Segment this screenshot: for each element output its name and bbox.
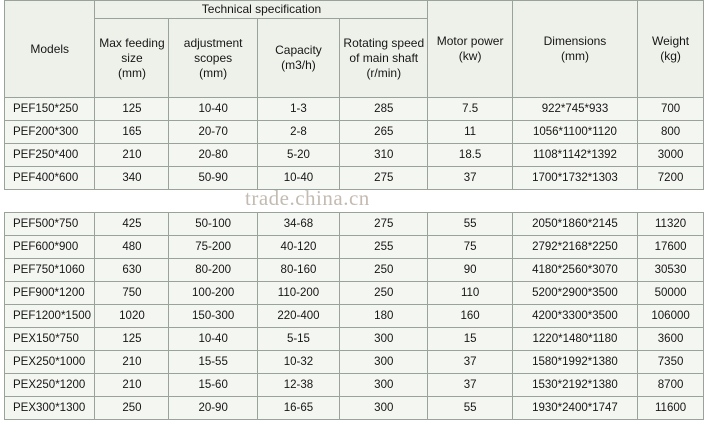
column-header-dimensions: [512, 1, 637, 98]
cell-power: 55: [428, 397, 512, 420]
cell-model: PEX250*1000: [5, 351, 95, 374]
cell-model: PEX150*750: [5, 328, 95, 351]
cell-power: 110: [428, 282, 512, 305]
column-header-adjustment-scopes: [169, 19, 257, 98]
cell-power: 160: [428, 305, 512, 328]
cell-adjustment: 15-55: [169, 351, 257, 374]
cell-model: PEF400*600: [5, 167, 95, 190]
specification-table-top: [4, 0, 704, 190]
weight-unit: (kg): [660, 49, 681, 63]
cell-capacity: 5-15: [257, 328, 339, 351]
cell-model: PEF250*400: [5, 144, 95, 167]
column-header-motor-power: [428, 1, 512, 98]
specification-table-bottom: [4, 212, 704, 420]
cell-speed: 300: [340, 351, 428, 374]
cell-weight: 7350: [638, 351, 704, 374]
cell-adjustment: 20-70: [169, 121, 257, 144]
rotating-speed-unit: (r/min): [366, 65, 402, 80]
cell-capacity: 80-160: [257, 259, 339, 282]
table-row: [5, 167, 704, 190]
cell-feeding: 1020: [95, 305, 169, 328]
page-break-gap: [0, 194, 708, 212]
cell-speed: 180: [340, 305, 428, 328]
cell-capacity: 1-3: [257, 98, 339, 121]
adjustment-scopes-label: adjustment scopes: [183, 35, 243, 65]
cell-dimensions: 1930*2400*1747: [512, 397, 637, 420]
cell-model: PEF500*750: [5, 213, 95, 236]
cell-power: 7.5: [428, 98, 512, 121]
cell-weight: 11600: [638, 397, 704, 420]
cell-capacity: 12-38: [257, 374, 339, 397]
cell-feeding: 125: [95, 328, 169, 351]
table-row: [5, 351, 704, 374]
cell-speed: 300: [340, 397, 428, 420]
cell-adjustment: 10-40: [169, 328, 257, 351]
cell-model: PEF1200*1500: [5, 305, 95, 328]
cell-speed: 250: [340, 259, 428, 282]
cell-weight: 700: [638, 98, 704, 121]
cell-feeding: 210: [95, 351, 169, 374]
cell-feeding: 165: [95, 121, 169, 144]
cell-dimensions: 1580*1992*1380: [512, 351, 637, 374]
column-group-technical-specification: Technical specification: [95, 1, 428, 19]
cell-feeding: 210: [95, 144, 169, 167]
column-header-capacity: [257, 19, 339, 98]
table-row: [5, 98, 704, 121]
motor-power-label: Motor power: [436, 34, 504, 48]
dimensions-unit: (mm): [560, 49, 589, 63]
column-header-max-feeding-size: [95, 19, 169, 98]
cell-model: PEF200*300: [5, 121, 95, 144]
cell-adjustment: 15-60: [169, 374, 257, 397]
cell-speed: 300: [340, 374, 428, 397]
cell-adjustment: 80-200: [169, 259, 257, 282]
cell-power: 90: [428, 259, 512, 282]
cell-capacity: 16-65: [257, 397, 339, 420]
cell-dimensions: 1220*1480*1180: [512, 328, 637, 351]
cell-dimensions: 2050*1860*2145: [512, 213, 637, 236]
weight-label: Weight: [652, 34, 690, 48]
table-row: [5, 236, 704, 259]
rotating-speed-label: Rotating speed of main shaft: [343, 35, 425, 65]
cell-model: PEX300*1300: [5, 397, 95, 420]
column-header-weight: [638, 1, 704, 98]
cell-feeding: 210: [95, 374, 169, 397]
cell-adjustment: 50-90: [169, 167, 257, 190]
adjustment-scopes-unit: (mm): [199, 65, 228, 80]
cell-capacity: 110-200: [257, 282, 339, 305]
cell-weight: 106000: [638, 305, 704, 328]
cell-feeding: 480: [95, 236, 169, 259]
table-row: [5, 144, 704, 167]
spec-table-top-clip: [0, 0, 708, 196]
cell-weight: 11320: [638, 213, 704, 236]
cell-adjustment: 20-90: [169, 397, 257, 420]
cell-weight: 50000: [638, 282, 704, 305]
cell-capacity: 34-68: [257, 213, 339, 236]
cell-weight: 800: [638, 121, 704, 144]
table-row: [5, 121, 704, 144]
cell-power: 37: [428, 351, 512, 374]
table-row: [5, 328, 704, 351]
cell-model: PEX250*1200: [5, 374, 95, 397]
motor-power-unit: (kw): [458, 49, 482, 63]
capacity-label: Capacity: [275, 43, 322, 57]
cell-capacity: 10-40: [257, 167, 339, 190]
cell-power: 11: [428, 121, 512, 144]
max-feeding-size-label: Max feeding size: [99, 35, 165, 65]
table-row: [5, 305, 704, 328]
cell-power: 37: [428, 374, 512, 397]
watermark-text: trade.china.cn: [245, 186, 370, 210]
cell-adjustment: 10-40: [169, 98, 257, 121]
cell-weight: 30530: [638, 259, 704, 282]
cell-power: 55: [428, 213, 512, 236]
cell-weight: 7200: [638, 167, 704, 190]
cell-model: PEF900*1200: [5, 282, 95, 305]
capacity-unit: (m3/h): [281, 58, 316, 72]
cell-capacity: 5-20: [257, 144, 339, 167]
cell-adjustment: 20-80: [169, 144, 257, 167]
cell-feeding: 425: [95, 213, 169, 236]
column-header-models: Models: [5, 1, 95, 98]
dimensions-label: Dimensions: [543, 34, 607, 48]
cell-dimensions: 1700*1732*1303: [512, 167, 637, 190]
cell-capacity: 2-8: [257, 121, 339, 144]
cell-adjustment: 150-300: [169, 305, 257, 328]
cell-dimensions: 4200*3300*3500: [512, 305, 637, 328]
cell-dimensions: 922*745*933: [512, 98, 637, 121]
cell-speed: 275: [340, 213, 428, 236]
cell-model: PEF150*250: [5, 98, 95, 121]
cell-dimensions: 1108*1142*1392: [512, 144, 637, 167]
table-group-header-row: [5, 1, 704, 19]
cell-weight: 8700: [638, 374, 704, 397]
cell-speed: 265: [340, 121, 428, 144]
cell-capacity: 10-32: [257, 351, 339, 374]
cell-speed: 255: [340, 236, 428, 259]
table-row: [5, 282, 704, 305]
cell-model: PEF750*1060: [5, 259, 95, 282]
cell-capacity: 40-120: [257, 236, 339, 259]
cell-adjustment: 75-200: [169, 236, 257, 259]
table-row: [5, 213, 704, 236]
cell-capacity: 220-400: [257, 305, 339, 328]
cell-dimensions: 1530*2192*1380: [512, 374, 637, 397]
cell-power: 75: [428, 236, 512, 259]
cell-speed: 250: [340, 282, 428, 305]
max-feeding-size-unit: (mm): [117, 65, 146, 80]
column-header-rotating-speed: [340, 19, 428, 98]
cell-speed: 300: [340, 328, 428, 351]
cell-power: 15: [428, 328, 512, 351]
cell-adjustment: 100-200: [169, 282, 257, 305]
cell-dimensions: 5200*2900*3500: [512, 282, 637, 305]
cell-speed: 275: [340, 167, 428, 190]
cell-adjustment: 50-100: [169, 213, 257, 236]
cell-weight: 3600: [638, 328, 704, 351]
cell-feeding: 630: [95, 259, 169, 282]
table-row: [5, 374, 704, 397]
cell-dimensions: 1056*1100*1120: [512, 121, 637, 144]
cell-feeding: 250: [95, 397, 169, 420]
cell-feeding: 750: [95, 282, 169, 305]
table-row: [5, 397, 704, 420]
cell-speed: 310: [340, 144, 428, 167]
cell-dimensions: 4180*2560*3070: [512, 259, 637, 282]
cell-dimensions: 2792*2168*2250: [512, 236, 637, 259]
cell-power: 18.5: [428, 144, 512, 167]
spec-table-bottom-clip: [0, 212, 708, 424]
cell-feeding: 340: [95, 167, 169, 190]
cell-weight: 17600: [638, 236, 704, 259]
cell-speed: 285: [340, 98, 428, 121]
cell-power: 37: [428, 167, 512, 190]
cell-model: PEF600*900: [5, 236, 95, 259]
table-row: [5, 259, 704, 282]
cell-weight: 3000: [638, 144, 704, 167]
cell-feeding: 125: [95, 98, 169, 121]
